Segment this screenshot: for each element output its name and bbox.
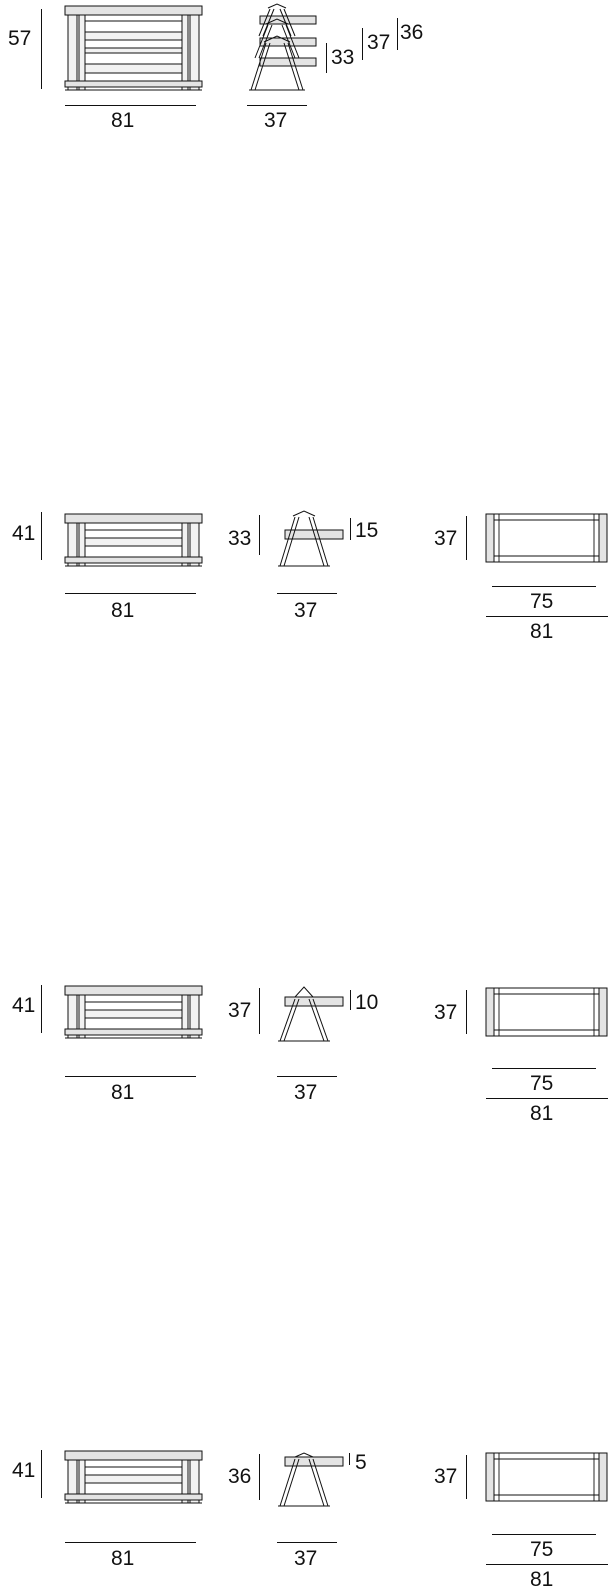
- dim-row4-top-height: 37: [434, 1465, 458, 1488]
- drawing-row-2: [0, 248, 611, 643]
- dim-row2-top-inner-width: 75: [530, 590, 554, 613]
- dim-row2-top-outer-width: 81: [530, 620, 554, 643]
- dim-row3-top-height: 37: [434, 1001, 458, 1024]
- dim-row3-top-height-extension: [466, 990, 467, 1034]
- dim-row4-side-width: 37: [294, 1547, 318, 1570]
- top-view-bench-2: [486, 986, 608, 1042]
- dim-row4-width: 81: [111, 1547, 135, 1570]
- dim-row1-label-33: 33: [331, 46, 355, 69]
- dim-row3-top-outer-line: [486, 1098, 608, 1099]
- dim-row1-side-width: 37: [264, 109, 288, 132]
- dim-row3-height-extension: [41, 985, 42, 1033]
- dim-row1-label-37: 37: [367, 31, 391, 54]
- dim-row4-side-height-extension: [259, 1454, 260, 1500]
- dim-row3-width-line: [65, 1076, 196, 1077]
- dim-row4-offset: 5: [355, 1451, 367, 1474]
- front-view-bench-3: [62, 1447, 207, 1507]
- dim-row3-offset: 10: [355, 991, 379, 1014]
- dim-row4-height: 41: [12, 1459, 36, 1482]
- dim-row2-width: 81: [111, 599, 135, 622]
- dim-row2-side-width: 37: [294, 599, 318, 622]
- dim-row1-side-width-line: [247, 105, 307, 106]
- dim-row4-side-width-line: [277, 1542, 337, 1543]
- dim-row3-width: 81: [111, 1081, 135, 1104]
- dim-row1-label37-extension: [362, 28, 363, 60]
- dim-row4-top-outer-line: [486, 1564, 608, 1565]
- dim-row3-side-width-line: [277, 1076, 337, 1077]
- dim-row2-height: 41: [12, 522, 36, 545]
- dim-row3-top-outer-width: 81: [530, 1102, 554, 1125]
- dim-row1-label-36: 36: [400, 21, 424, 44]
- side-view-bench-2: [265, 983, 343, 1045]
- dim-row1-height-extension: [41, 9, 42, 89]
- dim-row1-width: 81: [111, 109, 135, 132]
- dim-row4-width-line: [65, 1542, 196, 1543]
- dim-row4-offset-extension: [349, 1453, 350, 1465]
- dim-row4-top-inner-width: 75: [530, 1538, 554, 1561]
- dim-row4-height-extension: [41, 1450, 42, 1498]
- dim-row1-label36-extension: [397, 18, 398, 50]
- dim-row3-top-inner-line: [492, 1068, 596, 1069]
- dim-row3-height: 41: [12, 994, 36, 1017]
- dim-row3-side-height-extension: [259, 988, 260, 1034]
- dim-row3-top-inner-width: 75: [530, 1072, 554, 1095]
- dim-row3-side-height: 37: [228, 999, 252, 1022]
- dim-row2-top-height: 37: [434, 527, 458, 550]
- dim-row1-width-line: [65, 105, 196, 106]
- drawing-row-1: [0, 0, 611, 140]
- top-view-bench-3: [486, 1451, 608, 1507]
- front-view-bench-2: [62, 982, 207, 1042]
- dim-row4-top-outer-width: 81: [530, 1568, 554, 1591]
- dim-row1-label33-extension: [326, 43, 327, 73]
- drawing-row-3: [0, 490, 611, 1125]
- dim-row2-side-height: 33: [228, 527, 252, 550]
- dim-row4-top-height-extension: [466, 1455, 467, 1499]
- dim-row3-side-width: 37: [294, 1081, 318, 1104]
- dim-row2-offset: 15: [355, 519, 379, 542]
- dim-row4-top-inner-line: [492, 1534, 596, 1535]
- front-view-bunk: [62, 2, 207, 94]
- dim-row4-side-height: 36: [228, 1465, 252, 1488]
- side-view-stack: [238, 2, 316, 94]
- dim-row3-offset-extension: [350, 990, 351, 1010]
- dim-row1-height: 57: [8, 27, 32, 50]
- side-view-bench-3: [265, 1448, 343, 1510]
